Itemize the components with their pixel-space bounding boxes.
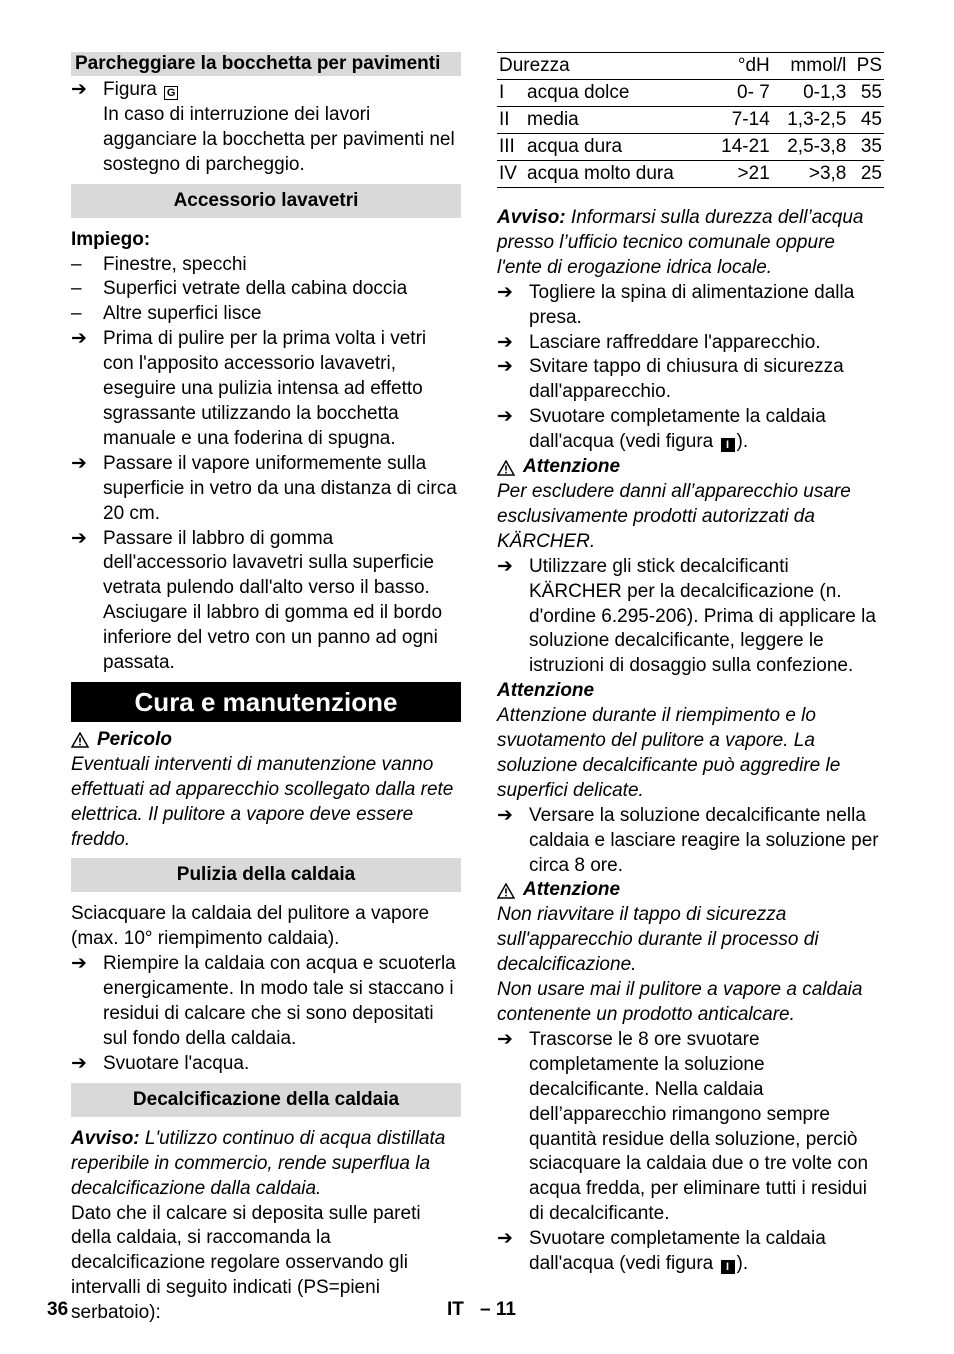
attention-text: Non usare mai il pulitore a vapore a caldaia contenente un prodotto anticalcare.	[497, 979, 863, 1025]
table-row: III acqua dura 14-21 2,5-3,8 35	[497, 134, 884, 161]
list-item: ➔ Trascorse le 8 ore svuotare completamente la soluzione decalcificante. Nella caldaia dell’apparecchio rimangono sempre quantità residue della soluzione, perciò sciacquare la caldaia due o tre volte con acqua fredda, per eliminare tutti i residui di decalcificante.	[497, 1028, 869, 1225]
parking-text: In caso di interruzione dei lavori agganciare la bocchetta per pavimenti nel sostegno di parcheggio.	[103, 103, 455, 175]
right-column	[497, 52, 884, 1277]
list-item: ➔ Versare la soluzione decalcificante nella caldaia e lasciare reagire la soluzione per circa 8 ore.	[497, 804, 879, 876]
usage-label: Impiego:	[71, 228, 151, 250]
table-row: I acqua dolce 0- 7 0-1,3 55	[497, 80, 884, 107]
list-item: – Finestre, specchi	[71, 253, 461, 278]
attention-heading: Attenzione	[497, 878, 884, 903]
section-title-descaling: Decalcificazione della caldaia	[71, 1083, 461, 1117]
dash-icon: –	[71, 303, 82, 325]
arrow-icon: ➔	[71, 953, 87, 975]
attention-heading: Attenzione	[497, 455, 884, 480]
section-page-number: – 11	[480, 1299, 516, 1320]
list-item: ➔ Riempire la caldaia con acqua e scuoterla energicamente. In modo tale si staccano i residui di calcare che si sono depositati sul fondo della caldaia.	[71, 953, 456, 1049]
arrow-icon: ➔	[71, 452, 87, 474]
arrow-icon: ➔	[71, 527, 87, 549]
section-title-parking: Parcheggiare la bocchetta per pavimenti	[71, 52, 461, 76]
table-header-row: Durezza °dH mmol/l PS	[497, 53, 884, 80]
section-title-glass: Accessorio lavavetri	[71, 184, 461, 218]
page-number: 36	[47, 1299, 69, 1320]
table-row: II media 7-14 1,3-2,5 45	[497, 107, 884, 134]
notice-text: Avviso: Informarsi sulla durezza dell’acqua presso l’ufficio tecnico comunale oppure l'ente di erogazione idrica locale.	[497, 207, 864, 278]
arrow-icon: ➔	[497, 1028, 513, 1050]
list-item: ➔ Lasciare raffreddare l'apparecchio.	[497, 331, 884, 356]
danger-text: Eventuali interventi di manutenzione vanno effettuati ad apparecchio scollegato dalla rete elettrica. Il pulitore a vapore deve essere freddo.	[71, 753, 454, 850]
list-item: – Superfici vetrate della cabina doccia	[71, 277, 461, 302]
figure-letter-i: I	[721, 1260, 735, 1274]
arrow-icon: ➔	[497, 804, 513, 826]
hardness-table	[497, 52, 884, 188]
list-item: ➔ Svitare tappo di chiusura di sicurezza dall'apparecchio.	[497, 356, 844, 403]
arrow-icon: ➔	[497, 356, 513, 378]
list-item: ➔ Passare il labbro di gomma dell'accessorio lavavetri sulla superficie vetrata pulendo dall'alto verso il basso. Asciugare il labbro di gomma ed il bordo inferiore del vetro con un panno ad ogni passata.	[71, 527, 443, 674]
list-item: ➔ Passare il vapore uniformemente sulla superficie in vetro da una distanza di circa 20 cm.	[71, 452, 457, 524]
list-item	[71, 78, 461, 103]
arrow-icon: ➔	[497, 331, 513, 353]
attention-text: Attenzione durante il riempimento e lo svuotamento del pulitore a vapore. La soluzione decalcificante può aggredire le superfici delicate.	[497, 705, 841, 801]
list-item: ➔ Utilizzare gli stick decalcificanti KÄRCHER per la decalcificazione (n. d'ordine 6.295-206). Prima di applicare la soluzione decalcificante, leggere le istruzioni di dosaggio sulla confezione.	[497, 555, 876, 677]
arrow-icon: ➔	[497, 555, 513, 577]
figure-letter-g: G	[164, 86, 178, 100]
list-item: ➔ Prima di pulire per la prima volta i vetri con l'apposito accessorio lavavetri, eseguire una pulizia intensa ad effetto sgrassante utilizzando la bocchetta manuale e una foderina di spugna.	[71, 328, 427, 449]
list-item: ➔ Svuotare completamente la caldaia dall'acqua (vedi figura I ).	[497, 1228, 826, 1275]
list-item	[71, 103, 461, 178]
arrow-icon: ➔	[71, 1052, 87, 1074]
left-column	[71, 52, 461, 1326]
boiler-intro: Sciacquare la caldaia del pulitore a vapore (max. 10° riempimento caldaia).	[71, 903, 430, 950]
section-title-boiler: Pulizia della caldaia	[71, 858, 461, 892]
arrow-icon: ➔	[71, 79, 87, 100]
attention-text: Non riavvitare il tappo di sicurezza sull'apparecchio durante il processo di decalcificazione.	[497, 904, 819, 976]
danger-heading: Pericolo	[71, 728, 461, 753]
dash-icon: –	[71, 278, 82, 300]
list-item: ➔ Svuotare l'acqua.	[71, 1052, 461, 1077]
figure-label: Figura	[103, 79, 157, 100]
list-item: ➔ Togliere la spina di alimentazione dalla presa.	[497, 281, 855, 328]
table-row: IV acqua molto dura >21 >3,8 25	[497, 161, 884, 188]
warning-icon	[71, 732, 89, 748]
attention-heading: Attenzione	[497, 680, 595, 702]
arrow-icon: ➔	[497, 1228, 513, 1250]
arrow-icon: ➔	[497, 406, 513, 428]
figure-letter-i: I	[721, 438, 735, 452]
descaling-text: Dato che il calcare si deposita sulle pareti della caldaia, si raccomanda la decalcificazione regolare osservando gli intervalli di seguito indicati (PS=pieni serbatoio):	[71, 1202, 421, 1324]
language-code: IT	[447, 1299, 464, 1320]
chapter-title: Cura e manutenzione	[71, 682, 461, 722]
attention-text: Per escludere danni all’apparecchio usare esclusivamente prodotti autorizzati da KÄRCHER.	[497, 480, 851, 552]
list-item: – Altre superfici lisce	[71, 302, 461, 327]
notice-text: Avviso: L'utilizzo continuo di acqua distillata reperibile in commercio, rende superflua la decalcificazione dalla caldaia.	[71, 1127, 446, 1199]
dash-icon: –	[71, 253, 82, 275]
warning-icon	[497, 460, 515, 476]
list-item: ➔ Svuotare completamente la caldaia dall'acqua (vedi figura I ).	[497, 406, 826, 453]
arrow-icon: ➔	[497, 281, 513, 303]
arrow-icon: ➔	[71, 328, 87, 350]
warning-icon	[497, 883, 515, 899]
